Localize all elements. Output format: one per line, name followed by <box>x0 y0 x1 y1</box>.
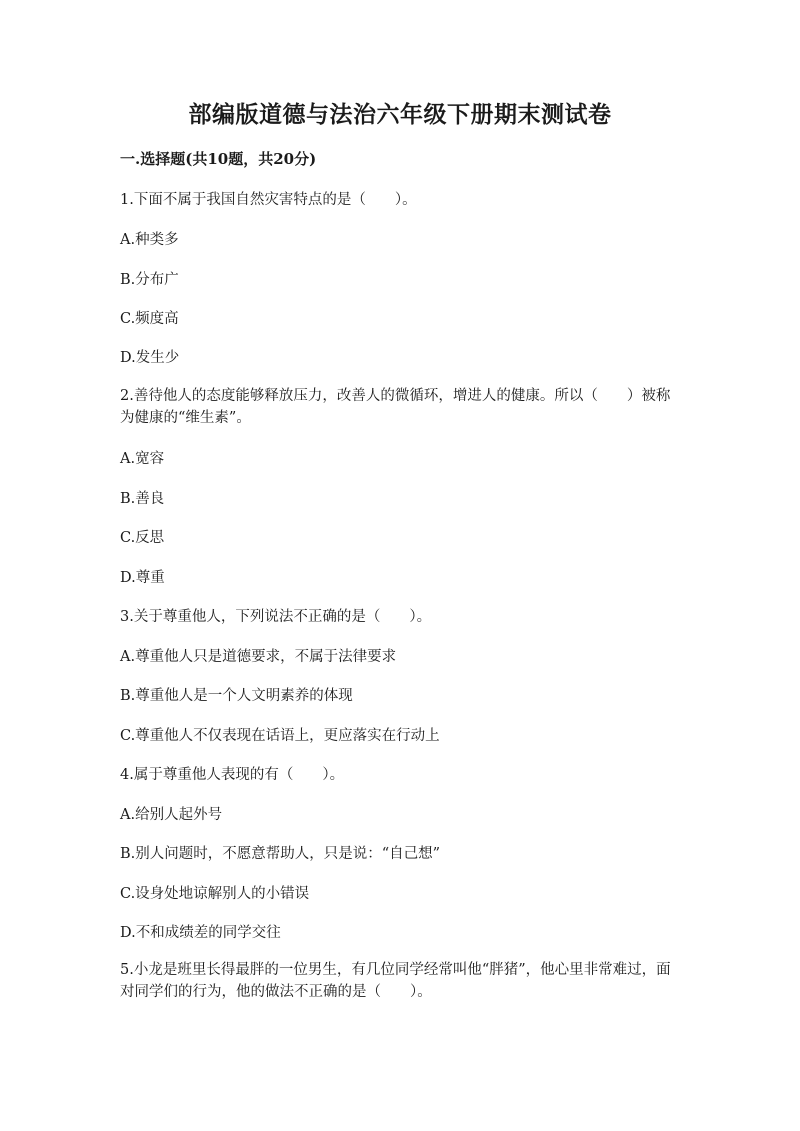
question-1-stem: 1.下面不属于我国自然灾害特点的是（ ）。 <box>120 192 417 208</box>
question-4-option-d: D.不和成绩差的同学交往 <box>120 925 281 941</box>
question-4-option-b: B.别人问题时，不愿意帮助人，只是说：“自己想” <box>120 846 441 862</box>
question-1-option-d: D.发生少 <box>120 350 180 366</box>
section-heading: 一.选择题(共10题，共20分) <box>120 150 317 168</box>
question-2-option-d: D.尊重 <box>120 570 165 586</box>
page-title: 部编版道德与法治六年级下册期末测试卷 <box>188 101 612 128</box>
question-2-stem: 2.善待他人的态度能够释放压力，改善人的微循环，增进人的健康。所以（ ）被称为健康的“维生素”。 <box>120 388 671 426</box>
question-4-stem: 4.属于尊重他人表现的有（ ）。 <box>120 767 345 783</box>
question-4-option-c: C.设身处地谅解别人的小错误 <box>120 886 310 902</box>
question-2-option-a: A.宽容 <box>120 451 165 467</box>
question-2-option-c: C.反思 <box>120 530 165 546</box>
question-1-option-c: C.频度高 <box>120 311 179 327</box>
question-1-option-b: B.分布广 <box>120 272 179 288</box>
question-2-option-b: B.善良 <box>120 491 165 507</box>
question-5-stem: 5.小龙是班里长得最胖的一位男生，有几位同学经常叫他“胖猪”，他心里非常难过，面对同学们的行为，他的做法不正确的是（ ）。 <box>120 962 671 1000</box>
question-3-option-c: C.尊重他人不仅表现在话语上，更应落实在行动上 <box>120 728 440 744</box>
question-1-option-a: A.种类多 <box>120 232 179 248</box>
question-3-stem: 3.关于尊重他人，下列说法不正确的是（ ）。 <box>120 609 432 625</box>
question-3-option-a: A.尊重他人只是道德要求，不属于法律要求 <box>120 649 397 665</box>
question-4-option-a: A.给别人起外号 <box>120 807 223 823</box>
question-3-option-b: B.尊重他人是一个人文明素养的体现 <box>120 688 353 704</box>
